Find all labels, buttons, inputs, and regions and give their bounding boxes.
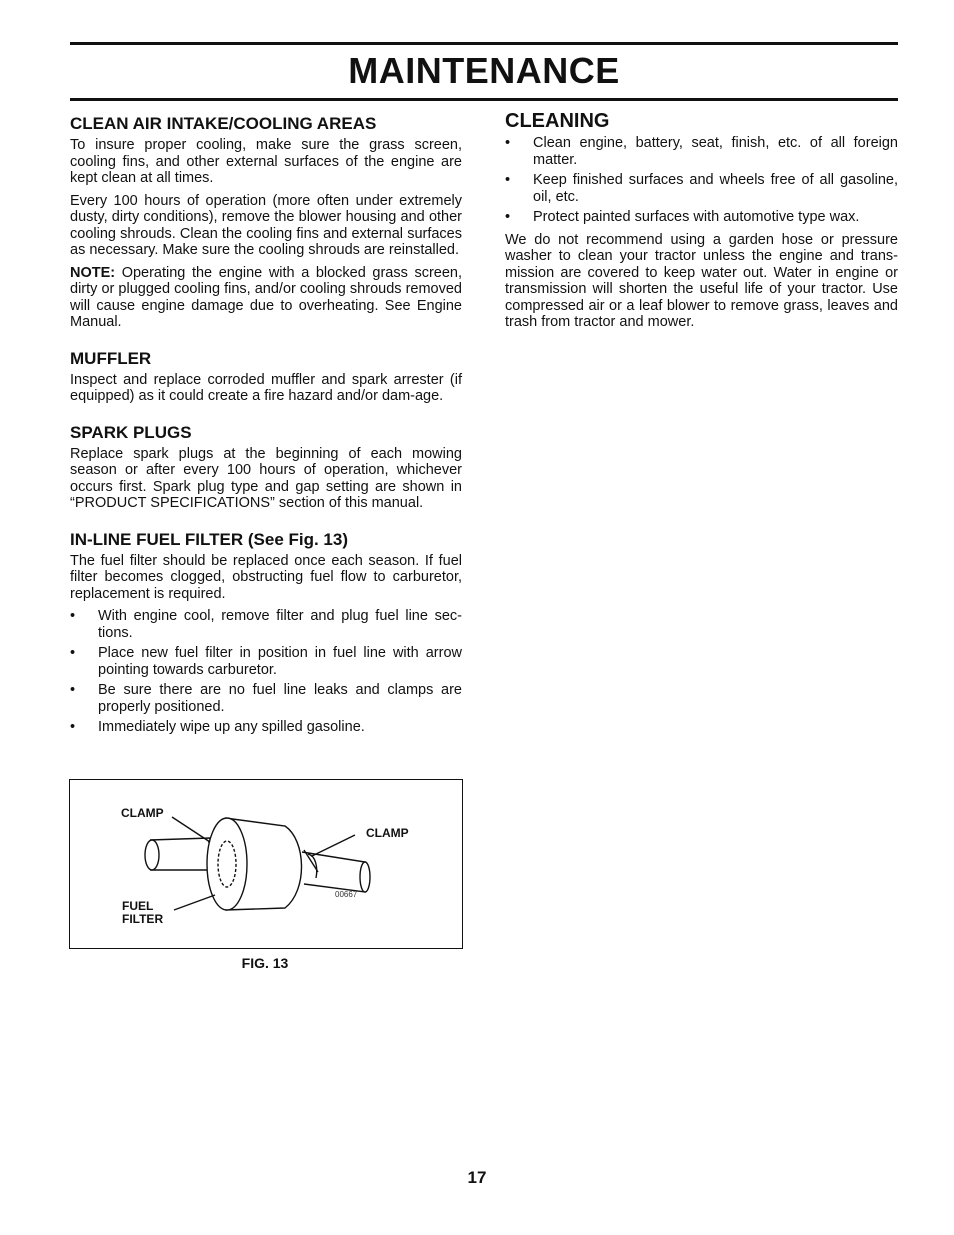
section-muffler	[70, 349, 462, 405]
air-intake-paragraph-1: To insure proper cooling, make sure the grass screen, cooling fins, and other external surfaces of the engine are kept clean at all times.	[70, 137, 462, 186]
bullet-icon: •	[70, 719, 76, 735]
section-air-intake	[70, 114, 462, 331]
list-item	[70, 719, 462, 736]
cleaning-paragraph: We do not recommend using a garden hose or pressure washer to clean your tractor unless the engine and trans-mission are covered to keep water out. Water in engine or transmission will shorten the useful life of your tractor. Use compressed air or a leaf blower to remove grass, leaves and trash from tractor and mower.	[505, 231, 898, 330]
fuel-filter-heading: IN-LINE FUEL FILTER (See Fig. 13)	[70, 529, 349, 549]
list-item	[70, 682, 462, 715]
bullet-icon: •	[505, 172, 511, 188]
page-title: MAINTENANCE	[348, 50, 620, 91]
filter-label: FILTER	[122, 912, 164, 926]
spark-plugs-paragraph: Replace spark plugs at the beginning of each mowing season or after every 100 hours of operation, whichever occurs first. Spark plug type and gap setting are shown in “PRODUCT SPECIFICATIONS” section of this manual.	[70, 445, 462, 511]
list-item-text: Be sure there are no fuel line leaks and clamps are properly positioned.	[98, 682, 462, 715]
bullet-icon: •	[70, 682, 76, 698]
right-column	[505, 110, 898, 349]
bullet-icon: •	[505, 135, 511, 151]
bullet-icon: •	[70, 645, 76, 661]
list-item	[505, 135, 898, 168]
section-cleaning	[505, 110, 898, 331]
list-item-text: Clean engine, battery, seat, finish, etc. of all foreign matter.	[533, 135, 898, 168]
muffler-heading: MUFFLER	[70, 348, 152, 368]
spark-plugs-heading: SPARK PLUGS	[70, 422, 192, 442]
fuel-filter-figure	[69, 779, 463, 949]
fuel-label: FUEL	[122, 899, 154, 913]
section-fuel-filter	[70, 530, 462, 736]
air-intake-paragraph-2: Every 100 hours of operation (more often under extremely dusty, dirty conditions), remove the blower housing and other cooling shrouds. Clean the cooling fins and external surfaces as necessary. Make sure the cooling shrouds are reinstalled.	[70, 192, 462, 258]
list-item	[505, 172, 898, 205]
left-column	[70, 114, 462, 754]
muffler-paragraph: Inspect and replace corroded muffler and spark arrester (if equipped) as it could create a fire hazard and/or dam-age.	[70, 371, 462, 404]
note-text: Operating the engine with a blocked grass screen, dirty or plugged cooling fins, and/or cooling shrouds removed will cause engine damage due to overheating. See Engine Manual.	[70, 264, 462, 330]
note-label: NOTE:	[70, 264, 116, 281]
header-rule-bottom	[70, 98, 898, 101]
clamp-right-label: CLAMP	[366, 826, 409, 840]
figure-caption: FIG. 13	[241, 955, 289, 971]
list-item-text: Protect painted surfaces with automotive type wax.	[533, 209, 860, 225]
clamp-left-label: CLAMP	[121, 806, 164, 820]
part-code: 00667	[335, 890, 358, 899]
air-intake-heading: CLEAN AIR INTAKE/COOLING AREAS	[70, 114, 377, 133]
section-spark-plugs	[70, 423, 462, 512]
list-item-text: Immediately wipe up any spilled gasoline.	[98, 719, 365, 735]
cleaning-bullet-list	[505, 135, 898, 226]
bullet-icon: •	[70, 608, 76, 624]
list-item	[505, 209, 898, 226]
fuel-filter-paragraph: The fuel filter should be replaced once each season. If fuel filter becomes clogged, obstructing fuel flow to carburetor, replacement is required.	[70, 552, 462, 602]
bullet-icon: •	[505, 209, 511, 225]
list-item	[70, 645, 462, 678]
list-item	[70, 608, 462, 641]
header-rule-top	[70, 42, 898, 45]
list-item-text: With engine cool, remove filter and plug fuel line sec-tions.	[98, 608, 462, 641]
fuel-filter-bullet-list	[70, 608, 462, 736]
list-item-text: Place new fuel filter in position in fuel line with arrow pointing towards carburetor.	[98, 645, 462, 678]
air-intake-note	[70, 265, 462, 331]
list-item-text: Keep finished surfaces and wheels free of all gasoline, oil, etc.	[533, 172, 898, 205]
cleaning-heading: CLEANING	[505, 110, 610, 132]
page-number: 17	[467, 1168, 487, 1187]
